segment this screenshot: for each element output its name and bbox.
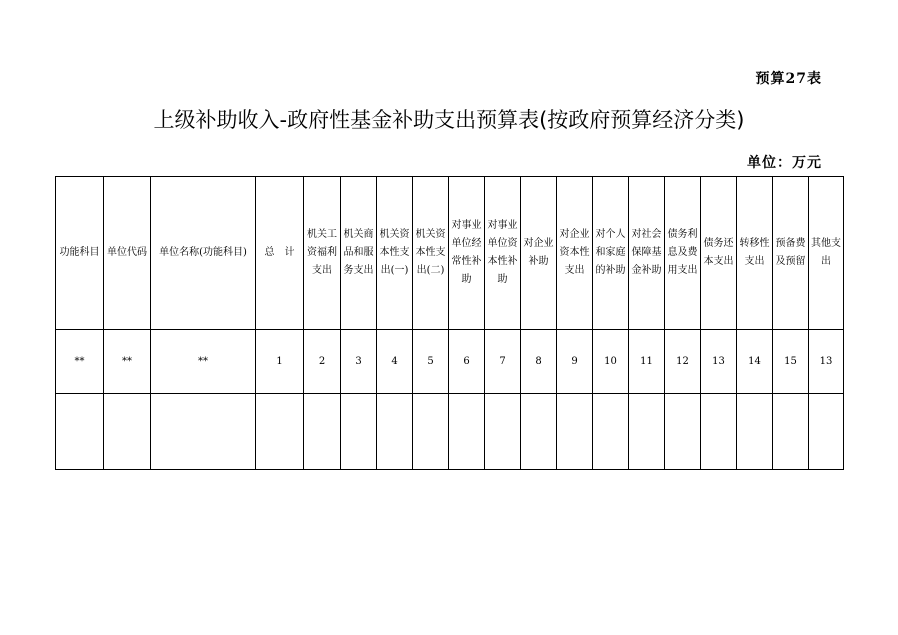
- header-cell: 机关资本性支出(一): [377, 177, 413, 330]
- data-cell: [557, 394, 593, 470]
- table-code-row: [56, 330, 844, 394]
- code-cell: **: [151, 330, 256, 394]
- data-cell: [151, 394, 256, 470]
- data-cell: [341, 394, 377, 470]
- header-cell: 机关资本性支出(二): [413, 177, 449, 330]
- code-cell: 1: [256, 330, 304, 394]
- code-cell: 2: [304, 330, 341, 394]
- data-cell: [256, 394, 304, 470]
- header-cell: 预备费及预留: [773, 177, 809, 330]
- code-cell: **: [56, 330, 104, 394]
- header-cell: 对企业补助: [521, 177, 557, 330]
- code-cell: 15: [773, 330, 809, 394]
- budget-table: [55, 176, 844, 470]
- header-cell: 转移性支出: [737, 177, 773, 330]
- header-cell: 其他支出: [809, 177, 844, 330]
- header-cell: 对个人和家庭的补助: [593, 177, 629, 330]
- header-cell: 债务还本支出: [701, 177, 737, 330]
- header-cell: 对企业资本性支出: [557, 177, 593, 330]
- code-cell: 9: [557, 330, 593, 394]
- code-cell: **: [104, 330, 151, 394]
- header-cell: 功能科目: [56, 177, 104, 330]
- data-cell: [413, 394, 449, 470]
- data-cell: [104, 394, 151, 470]
- data-cell: [377, 394, 413, 470]
- data-cell: [304, 394, 341, 470]
- data-cell: [701, 394, 737, 470]
- header-cell: 对事业单位资本性补助: [485, 177, 521, 330]
- data-cell: [773, 394, 809, 470]
- code-cell: 4: [377, 330, 413, 394]
- data-cell: [665, 394, 701, 470]
- code-cell: 10: [593, 330, 629, 394]
- table-header-row: [56, 177, 844, 330]
- header-cell: 债务利息及费用支出: [665, 177, 701, 330]
- header-cell: 总 计: [256, 177, 304, 330]
- page-title: 上级补助收入-政府性基金补助支出预算表(按政府预算经济分类): [153, 108, 745, 132]
- code-cell: 12: [665, 330, 701, 394]
- code-cell: 14: [737, 330, 773, 394]
- header-cell: 单位代码: [104, 177, 151, 330]
- code-cell: 13: [701, 330, 737, 394]
- data-cell: [56, 394, 104, 470]
- table-empty-row: [56, 394, 844, 470]
- header-cell: 机关工资福利支出: [304, 177, 341, 330]
- header-cell: 对社会保障基金补助: [629, 177, 665, 330]
- code-cell: 8: [521, 330, 557, 394]
- header-cell: 对事业单位经常性补助: [449, 177, 485, 330]
- header-cell: 机关商品和服务支出: [341, 177, 377, 330]
- code-cell: 13: [809, 330, 844, 394]
- code-cell: 6: [449, 330, 485, 394]
- code-cell: 5: [413, 330, 449, 394]
- data-cell: [449, 394, 485, 470]
- code-cell: 3: [341, 330, 377, 394]
- header-cell: 单位名称(功能科目): [151, 177, 256, 330]
- data-cell: [629, 394, 665, 470]
- data-cell: [593, 394, 629, 470]
- form-number: 预算27表: [755, 71, 822, 87]
- code-cell: 11: [629, 330, 665, 394]
- unit-label: 单位：万元: [747, 155, 822, 171]
- data-cell: [521, 394, 557, 470]
- data-cell: [485, 394, 521, 470]
- code-cell: 7: [485, 330, 521, 394]
- data-cell: [737, 394, 773, 470]
- data-cell: [809, 394, 844, 470]
